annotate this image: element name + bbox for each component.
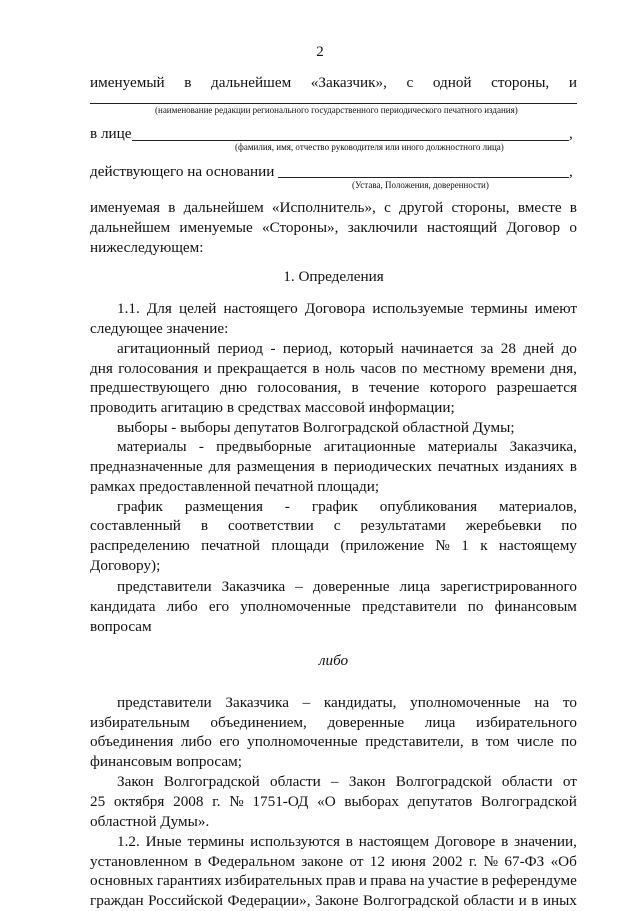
word: представители: [361, 598, 457, 615]
word: 12: [369, 853, 385, 870]
word: в: [345, 833, 353, 850]
word: (приложение: [340, 537, 425, 554]
word: с: [406, 74, 414, 91]
word: граждан: [90, 892, 144, 909]
word: Волгоградской: [163, 773, 260, 790]
word: материалов,: [499, 498, 577, 515]
word: настоящего: [223, 300, 298, 317]
word: представители,: [365, 733, 464, 750]
word: на: [534, 694, 550, 711]
word: жеребьевки: [465, 517, 542, 534]
word: по: [401, 360, 418, 377]
word: представители: [117, 578, 212, 595]
word: уполномоченные: [247, 733, 358, 750]
p12-line-1: [117, 832, 577, 852]
word: заключили: [347, 219, 418, 236]
grafik-line-3: [90, 536, 577, 556]
word: агитационные: [323, 438, 416, 455]
word: -: [198, 438, 204, 455]
word: «О: [317, 793, 336, 810]
word: представители: [117, 694, 212, 711]
word: №: [229, 793, 244, 810]
pred2-line-1: [117, 693, 577, 713]
word: в: [168, 199, 176, 216]
word: результатами: [360, 517, 446, 534]
pred1-line-1: [117, 577, 577, 597]
agit-line-2: [90, 359, 577, 379]
word: по: [467, 598, 484, 615]
pred2-line-4: финансовым вопросам;: [90, 753, 242, 770]
word: -: [270, 340, 276, 357]
section-title: 1. Определения: [283, 268, 384, 285]
word: выборах: [344, 793, 400, 810]
word: значении,: [514, 833, 577, 850]
acting-label: действующего на основании: [90, 163, 275, 180]
in-person-label: в лице: [90, 125, 132, 142]
word: дней: [523, 340, 555, 357]
word: период: [217, 340, 264, 357]
word: материалы: [117, 438, 187, 455]
word: на: [409, 872, 425, 889]
word: Волгоградской: [395, 773, 492, 790]
word: голосования,: [257, 379, 342, 396]
word: лица: [424, 714, 456, 731]
caption-editorial: (наименование редакции регионального государственного периодического печатного издания): [155, 105, 518, 115]
word: г.: [468, 853, 478, 870]
word: «Об: [550, 853, 577, 870]
word: 28: [500, 340, 516, 357]
word: Заказчика,: [509, 438, 577, 455]
word: которого: [429, 379, 487, 396]
word: избирательного: [475, 714, 577, 731]
word: именуемый: [90, 74, 165, 91]
word: Федеральном: [207, 853, 295, 870]
word: с: [333, 517, 341, 534]
word: в: [184, 74, 192, 91]
word: -: [284, 498, 290, 515]
word: гарантиях: [156, 872, 222, 889]
word: доверенные: [327, 714, 405, 731]
word: избирательным: [90, 714, 190, 731]
word: «Стороны»,: [261, 219, 339, 236]
word: –: [295, 578, 303, 595]
word: одной: [432, 74, 472, 91]
word: либо: [180, 733, 212, 750]
person-line-comma: ,: [569, 125, 573, 142]
word: и: [518, 892, 527, 909]
word: либо: [166, 598, 198, 615]
word: стороны,: [491, 74, 550, 91]
word: местному: [422, 360, 486, 377]
word: печатной: [201, 537, 261, 554]
word: дня,: [550, 360, 577, 377]
pred2-line-2: [90, 713, 577, 733]
word: имеют: [534, 300, 577, 317]
person-blank-line: [132, 140, 569, 141]
materialy-line-2: [90, 457, 577, 477]
word: стороны,: [451, 199, 510, 216]
word: уполномоченные: [240, 598, 351, 615]
word: составленный: [90, 517, 181, 534]
word: агитационный: [117, 340, 211, 357]
basis-blank-line: [278, 177, 569, 178]
caption-basis: (Устава, Положения, доверенности): [352, 180, 489, 190]
word: опубликования: [379, 498, 478, 515]
word: Волгоградской: [480, 793, 577, 810]
word: референдуме: [491, 872, 577, 889]
caption-person: (фамилия, имя, отчество руководителя или иного должностного лица): [235, 142, 504, 152]
word: часов: [360, 360, 397, 377]
word: вместе: [517, 199, 562, 216]
word: установленном: [90, 853, 189, 870]
word: термины: [187, 833, 245, 850]
word: от: [562, 773, 577, 790]
word: Договоре: [434, 833, 496, 850]
word: предвыборные: [216, 438, 312, 455]
word: дню: [219, 379, 248, 396]
word: то: [562, 694, 577, 711]
word: размещения: [184, 498, 263, 515]
word: о: [569, 219, 577, 236]
word: целей: [179, 300, 217, 317]
word: иных: [542, 892, 577, 909]
word: –: [302, 694, 311, 711]
word: в: [481, 872, 489, 889]
word: времени: [490, 360, 545, 377]
word: Заказчика: [225, 694, 289, 711]
word: периодических: [333, 458, 432, 475]
word: дальнейшем: [90, 219, 171, 236]
word: термины: [470, 300, 528, 317]
word: доверенные: [312, 578, 390, 595]
word: по: [561, 733, 577, 750]
word: кандидата: [90, 598, 156, 615]
word: 1: [461, 537, 469, 554]
word: основных: [90, 872, 154, 889]
pred1-line-3: вопросам: [90, 618, 152, 635]
agit-line-3: [90, 378, 577, 398]
word: график: [311, 498, 358, 515]
word: в: [471, 733, 479, 750]
grafik-line-2: [90, 516, 577, 536]
word: октября: [113, 793, 165, 810]
word: законе: [301, 853, 344, 870]
intro-line-3: нижеследующем:: [90, 239, 204, 256]
word: от: [349, 853, 364, 870]
word: в: [320, 458, 328, 475]
word: дальнейшем: [211, 74, 292, 91]
word: объединением,: [210, 714, 307, 731]
word: настоящем: [358, 833, 430, 850]
word: в: [351, 379, 359, 396]
agit-line-4: проводить агитацию в средствах массовой информации;: [90, 399, 455, 416]
word: печатных: [437, 458, 499, 475]
word: дня: [90, 360, 113, 377]
word: «Исполнитель»,: [271, 199, 376, 216]
word: Законе: [315, 892, 359, 909]
intro-line-2: [90, 218, 577, 238]
word: в: [194, 853, 202, 870]
word: и: [358, 872, 367, 889]
word: разрешается: [496, 379, 577, 396]
named-line: [90, 73, 577, 93]
p12-line-2: [90, 852, 577, 872]
word: том: [485, 733, 510, 750]
word: течение: [368, 379, 420, 396]
word: Иные: [145, 833, 182, 850]
word: уполномоченные: [410, 694, 521, 711]
word: лица: [399, 578, 431, 595]
word: распределению: [90, 537, 190, 554]
word: соответствии: [227, 517, 314, 534]
word: 25: [90, 793, 106, 810]
word: в: [569, 199, 577, 216]
word: избирательных: [224, 872, 323, 889]
word: площади: [271, 537, 329, 554]
word: Российской: [148, 892, 223, 909]
word: зарегистрированного: [440, 578, 577, 595]
word: настоящий: [426, 219, 498, 236]
word: области: [270, 773, 321, 790]
word: график: [117, 498, 163, 515]
word: №: [483, 853, 499, 870]
word: материалы: [427, 438, 498, 455]
word: голосования: [118, 360, 199, 377]
grafik-line-4: Договору);: [90, 557, 161, 574]
word: который: [339, 340, 394, 357]
word: в: [531, 892, 539, 909]
word: 67-ФЗ: [504, 853, 545, 870]
vybory-line: выборы - выборы депутатов Волгоградской областной Думы;: [117, 419, 515, 436]
word: изданиях: [504, 458, 564, 475]
word: прав: [325, 872, 356, 889]
zakon-line-3: областной Думы».: [90, 813, 210, 830]
word: Договора: [304, 300, 366, 317]
word: июня: [391, 853, 426, 870]
word: объединения: [90, 733, 174, 750]
page-number: 2: [316, 44, 324, 60]
word: именуемые: [179, 219, 253, 236]
word: 2002: [432, 853, 463, 870]
word: предназначенные: [90, 458, 203, 475]
word: –: [331, 773, 339, 790]
word: в: [312, 360, 320, 377]
word: его: [208, 598, 230, 615]
word: к: [480, 537, 488, 554]
intro-line-1: [90, 198, 577, 218]
word: 1.1.: [117, 300, 140, 317]
word: размещения: [236, 458, 315, 475]
word: с: [384, 199, 391, 216]
word: депутатов: [407, 793, 473, 810]
word: по: [561, 517, 577, 534]
word: настоящему: [498, 537, 577, 554]
zakon-line-1: [117, 772, 577, 792]
word: Заказчика: [221, 578, 286, 595]
grafik-line-1: [117, 497, 577, 517]
word: кандидаты,: [323, 694, 397, 711]
word: Волгоградской: [362, 892, 459, 909]
pred1-line-2: [90, 597, 577, 617]
word: №: [435, 537, 450, 554]
pred2-line-3: [90, 732, 577, 752]
word: прекращается: [217, 360, 308, 377]
word: г.: [212, 793, 221, 810]
word: начинается: [401, 340, 474, 357]
word: за: [480, 340, 494, 357]
word: и: [568, 74, 577, 91]
word: Закон: [348, 773, 386, 790]
word: Для: [146, 300, 172, 317]
word: и: [203, 360, 212, 377]
p11-line-1: [117, 299, 577, 319]
word: его: [219, 733, 240, 750]
word: в: [200, 517, 209, 534]
word: используемые: [372, 300, 464, 317]
word: Закон: [117, 773, 154, 790]
p11-line-2: следующее значение:: [90, 320, 229, 337]
materialy-line-1: [117, 437, 577, 457]
word: Договор: [506, 219, 561, 236]
p12-line-4: [90, 891, 577, 911]
word: именуемая: [90, 199, 160, 216]
agit-line-1: [117, 339, 577, 359]
word: области: [501, 773, 553, 790]
libo-word: либо: [318, 652, 349, 669]
materialy-line-3: рамках предоставленной печатной площади;: [90, 478, 380, 495]
word: «Заказчик»,: [310, 74, 387, 91]
word: ноль: [324, 360, 355, 377]
word: другой: [399, 199, 444, 216]
word: числе: [516, 733, 554, 750]
word: 2008: [173, 793, 204, 810]
word: до: [561, 340, 577, 357]
zakon-line-2: [90, 792, 577, 812]
word: в: [501, 833, 509, 850]
word: Федерации»,: [227, 892, 311, 909]
word: финансовым: [494, 598, 577, 615]
word: предшествующего: [90, 379, 210, 396]
word: 1751-ОД: [252, 793, 309, 810]
word: для: [208, 458, 231, 475]
basis-line-comma: ,: [569, 163, 573, 180]
word: дальнейшем: [183, 199, 264, 216]
editorial-blank-line: [90, 103, 577, 104]
p12-line-3: [90, 871, 577, 891]
word: 1.2.: [117, 833, 140, 850]
word: период,: [282, 340, 333, 357]
word: используются: [250, 833, 340, 850]
word: области: [463, 892, 515, 909]
word: права: [370, 872, 407, 889]
word: участие: [427, 872, 479, 889]
word: в: [569, 458, 577, 475]
